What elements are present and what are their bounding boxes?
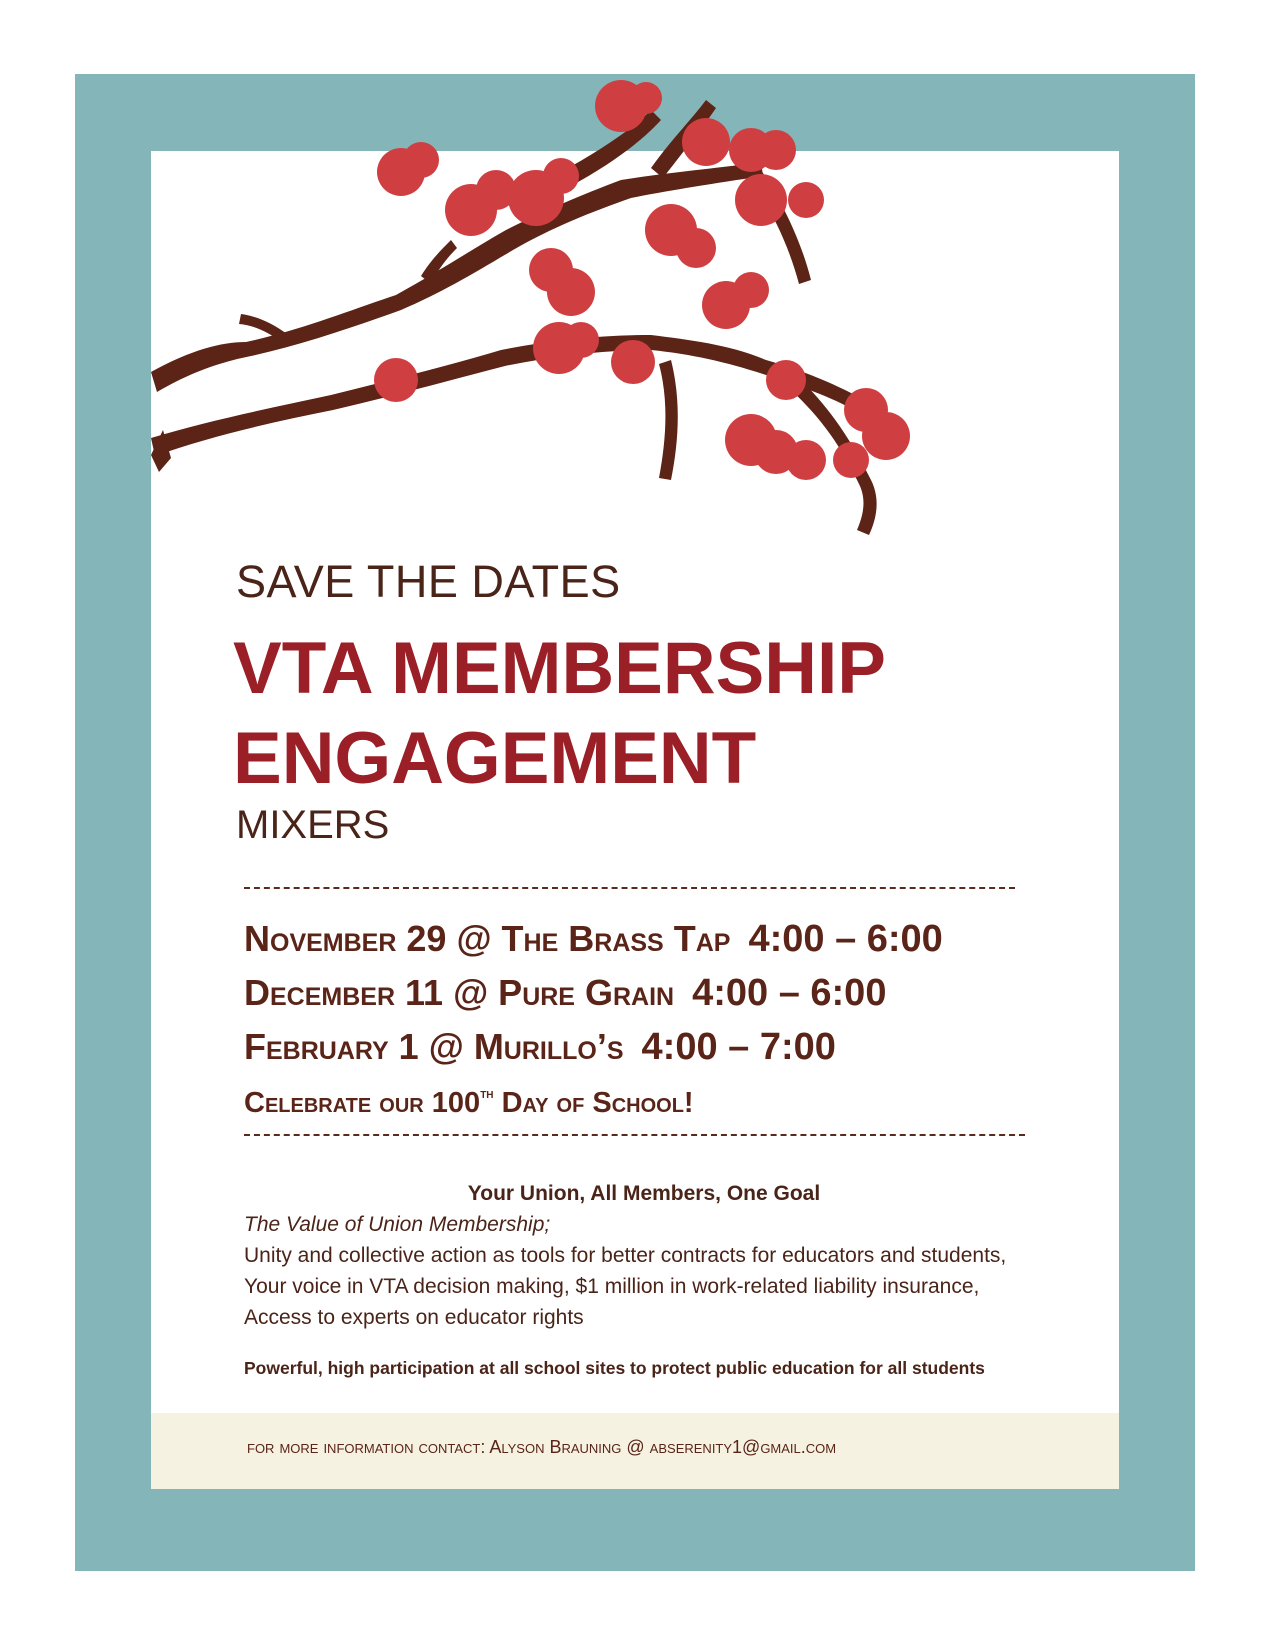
values-body: Unity and collective action as tools for better contracts for educators and students, Your voice in VTA decision making, $1 million in work-related liability insurance, Access to experts on educator rights	[244, 1244, 1007, 1329]
blossom-branch-illustration	[151, 80, 961, 560]
tagline: Powerful, high participation at all school sites to protect public education for all students	[244, 1358, 985, 1378]
dashed-divider-bottom	[244, 1134, 1025, 1136]
event-item	[244, 1020, 943, 1074]
contact-footer	[151, 1413, 1119, 1489]
dashed-divider-top	[244, 887, 1015, 889]
event-time: 4:00 – 6:00	[692, 972, 887, 1014]
event-item	[244, 966, 943, 1020]
event-time: 4:00 – 6:00	[748, 918, 943, 960]
event-place: November 29 @ The Brass Tap	[244, 918, 731, 959]
event-title-line-1: VTA MEMBERSHIP	[233, 628, 886, 709]
values-intro: The Value of Union Membership;	[244, 1213, 551, 1236]
contact-text: for more information contact: Alyson Brauning @ abserenity1@gmail.com	[247, 1437, 837, 1457]
event-item	[244, 912, 943, 966]
celebrate-line: Celebrate our 100th Day of School!	[244, 1085, 694, 1119]
union-values	[244, 1178, 1044, 1333]
event-title-line-2: ENGAGEMENT	[233, 718, 757, 799]
values-heading: Your Union, All Members, One Goal	[467, 1182, 821, 1205]
event-title	[233, 624, 886, 804]
event-place: December 11 @ Pure Grain	[244, 972, 675, 1013]
event-list	[244, 912, 943, 1122]
event-time: 4:00 – 7:00	[641, 1026, 836, 1068]
save-the-dates-heading: SAVE THE DATES	[236, 556, 621, 607]
event-place: February 1 @ Murillo’s	[244, 1026, 624, 1067]
mixers-subtitle: MIXERS	[236, 803, 390, 847]
